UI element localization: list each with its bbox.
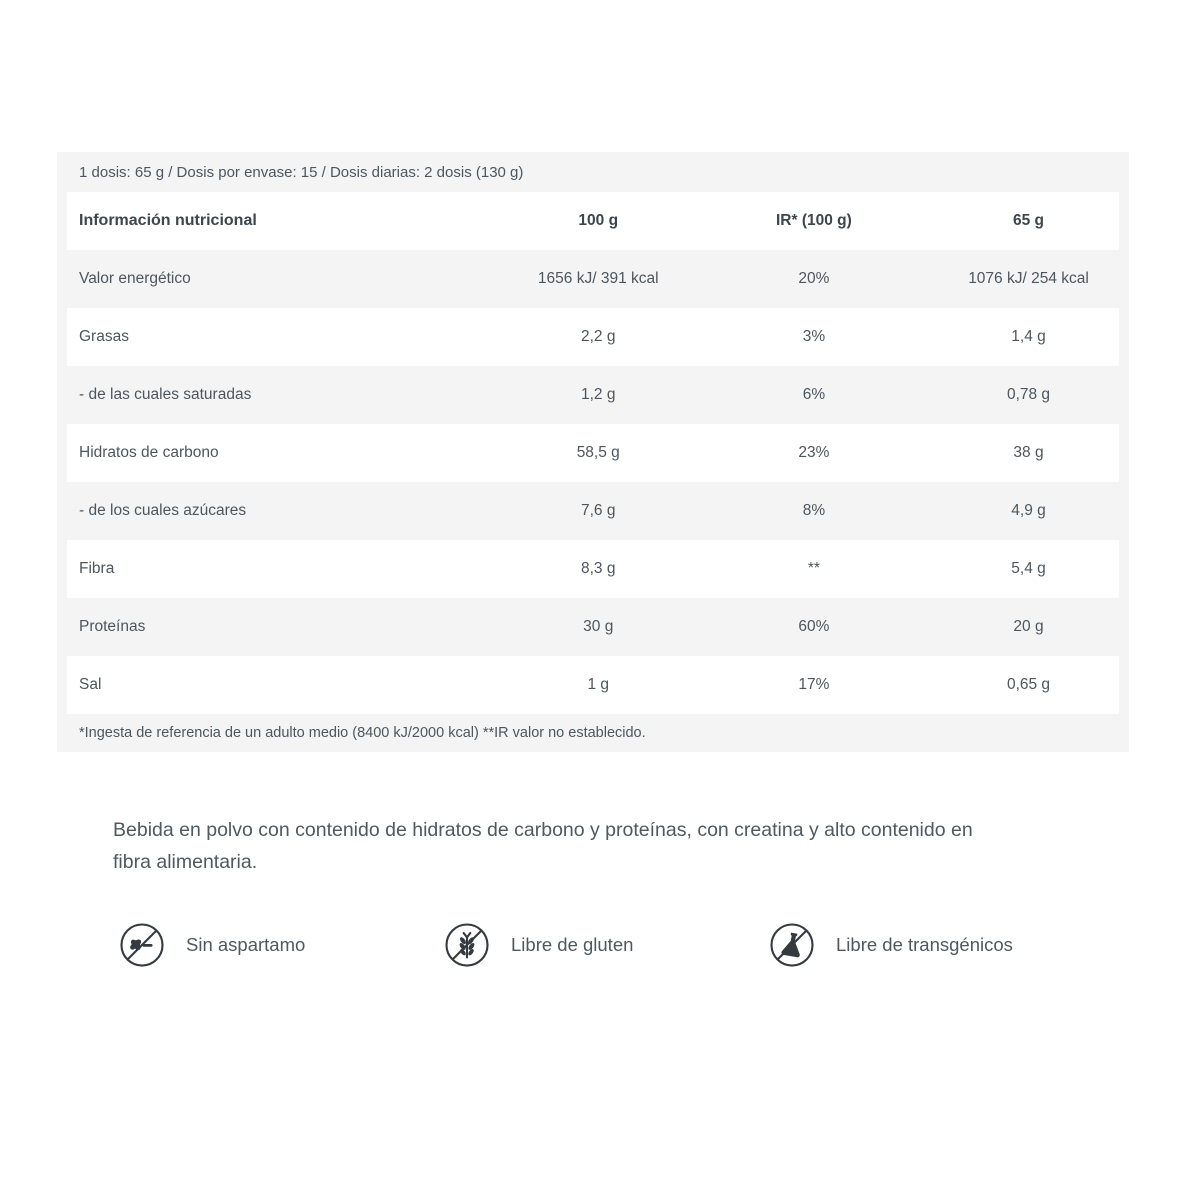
table-row-fibra <box>67 540 1119 598</box>
header-label: Información nutricional <box>79 212 257 229</box>
row-per65: 1,4 g <box>1011 328 1046 345</box>
badge-libre-de-transgenicos <box>769 922 1013 968</box>
table-header-row <box>67 192 1119 250</box>
row-ir: ** <box>807 560 820 577</box>
badge-label: Sin aspartamo <box>186 934 306 955</box>
serving-info: 1 dosis: 65 g / Dosis por envase: 15 / Dosis diarias: 2 dosis (130 g) <box>79 163 524 181</box>
row-label: - de los cuales azúcares <box>79 502 247 519</box>
no-aspartame-icon <box>119 922 165 968</box>
row-ir: 17% <box>798 676 830 693</box>
row-per65: 4,9 g <box>1011 502 1046 519</box>
row-label: Proteínas <box>79 618 146 635</box>
table-row-azucares <box>57 482 1129 540</box>
table-row-proteinas <box>57 598 1129 656</box>
badge-label: Libre de gluten <box>511 934 634 955</box>
row-ir: 3% <box>802 328 826 345</box>
table-row-hidratos <box>67 424 1119 482</box>
row-ir: 60% <box>798 618 830 635</box>
table-row-sal <box>67 656 1119 714</box>
row-ir: 8% <box>802 502 826 519</box>
row-per100: 7,6 g <box>581 502 616 519</box>
row-per65: 0,78 g <box>1006 386 1051 403</box>
row-ir: 6% <box>802 386 826 403</box>
row-per100: 1656 kJ/ 391 kcal <box>537 270 659 287</box>
row-label: - de las cuales saturadas <box>79 386 252 403</box>
row-per100: 30 g <box>583 618 614 635</box>
badge-sin-aspartamo <box>119 922 444 968</box>
nutrition-table <box>57 152 1129 752</box>
row-per100: 1 g <box>587 676 610 693</box>
gmo-free-icon <box>769 922 815 968</box>
row-per100: 1,2 g <box>581 386 616 403</box>
table-row-grasas <box>67 308 1119 366</box>
row-label: Grasas <box>79 328 129 345</box>
header-per65: 65 g <box>1013 212 1045 229</box>
row-per100: 8,3 g <box>581 560 616 577</box>
row-label: Fibra <box>79 560 115 577</box>
row-per65: 1076 kJ/ 254 kcal <box>968 270 1089 287</box>
row-label: Hidratos de carbono <box>79 444 219 461</box>
product-description <box>113 814 973 878</box>
description-line: Bebida en polvo con contenido de hidratos de carbono y proteínas, con creatina y alto contenido en <box>113 819 973 841</box>
row-ir: 23% <box>798 444 830 461</box>
badge-label: Libre de transgénicos <box>836 934 1013 955</box>
gluten-free-icon <box>444 922 490 968</box>
row-per65: 38 g <box>1013 444 1044 461</box>
row-label: Valor energético <box>79 270 191 287</box>
table-footnote: *Ingesta de referencia de un adulto medio (8400 kJ/2000 kcal) **IR valor no establecido. <box>79 725 646 741</box>
table-row-valor-energetico <box>57 250 1129 308</box>
row-per65: 20 g <box>1013 618 1044 635</box>
badge-libre-de-gluten <box>444 922 769 968</box>
feature-badges <box>119 922 1013 968</box>
row-per100: 58,5 g <box>576 444 620 461</box>
row-label: Sal <box>79 676 102 693</box>
header-ir: IR* (100 g) <box>776 212 852 229</box>
row-ir: 20% <box>798 270 830 287</box>
row-per100: 2,2 g <box>581 328 616 345</box>
description-line: fibra alimentaria. <box>113 851 258 873</box>
table-row-saturadas <box>57 366 1129 424</box>
row-per65: 5,4 g <box>1011 560 1046 577</box>
row-per65: 0,65 g <box>1006 676 1051 693</box>
header-per100: 100 g <box>578 212 619 229</box>
